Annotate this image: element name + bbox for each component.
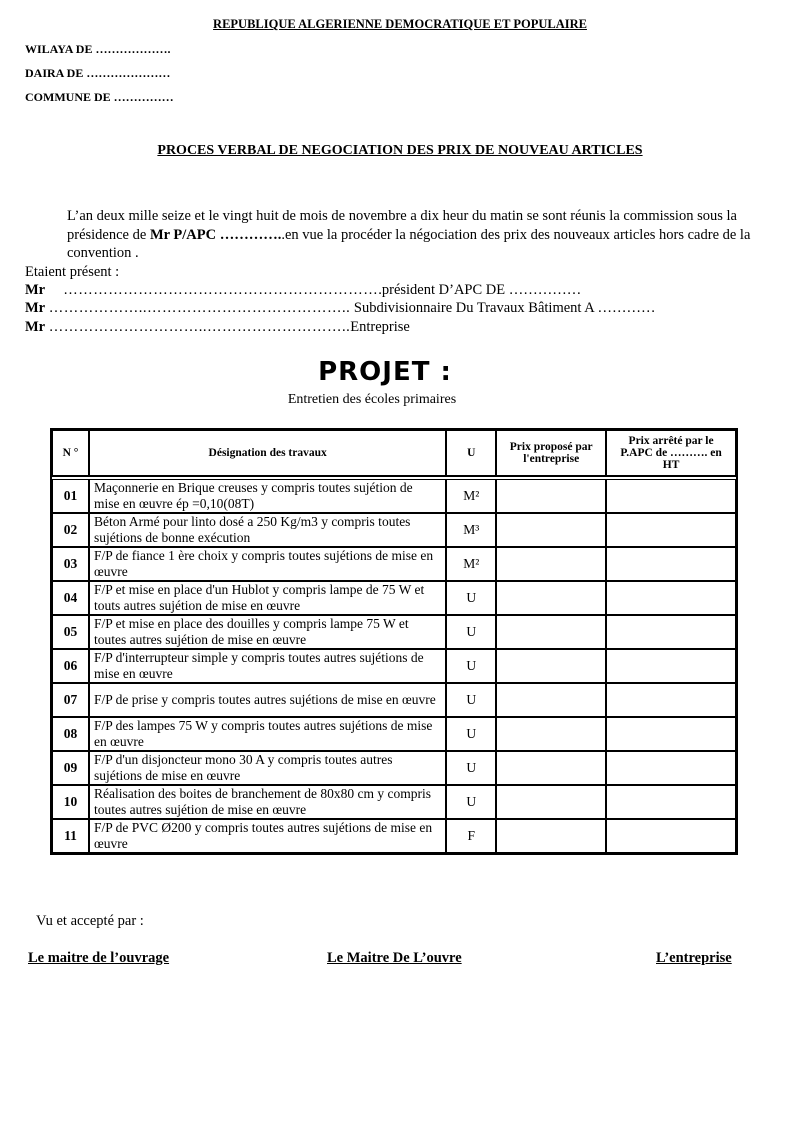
header-prix-propose: Prix proposé par l'entreprise	[496, 430, 606, 476]
header-prix-arrete: Prix arrêté par le P.APC de ………. en HT	[606, 430, 736, 476]
intro-text-part1: L’an deux mille seize et le vingt huit de mois de novembre a dix heur du matin se sont réunis la commission sous la présidence de	[67, 208, 737, 243]
cell-num: 02	[52, 513, 89, 547]
project-subtitle: Entretien des écoles primaires	[287, 392, 457, 407]
table-row	[52, 751, 736, 785]
cell-prix-propose[interactable]	[496, 615, 606, 649]
wilaya-line: WILAYA DE ……………….	[25, 42, 171, 56]
cell-num: 06	[52, 649, 89, 683]
table-row	[52, 547, 736, 581]
cell-designation: Maçonnerie en Brique creuses y compris toutes sujétion de mise en œuvre ép =0,10(08T)	[89, 479, 446, 513]
republic-heading: REPUBLIQUE ALGERIENNE DEMOCRATIQUE ET POPULAIRE	[213, 17, 587, 31]
header-num: N °	[52, 430, 89, 476]
cell-prix-arrete[interactable]	[606, 785, 736, 819]
cell-prix-arrete[interactable]	[606, 615, 736, 649]
header-unit: U	[446, 430, 496, 476]
attendee-dots: ………………………………………………………	[63, 282, 379, 298]
table-row	[52, 513, 736, 547]
cell-prix-propose[interactable]	[496, 513, 606, 547]
attendee-mr: Mr	[25, 282, 46, 298]
table-row	[52, 717, 736, 751]
cell-prix-arrete[interactable]	[606, 547, 736, 581]
cell-num: 03	[52, 547, 89, 581]
table-header-row	[52, 430, 736, 476]
table-row	[52, 479, 736, 513]
commune-line: COMMUNE DE ……………	[25, 90, 174, 104]
project-title: PROJET :	[318, 357, 452, 387]
cell-prix-arrete[interactable]	[606, 649, 736, 683]
cell-num: 09	[52, 751, 89, 785]
cell-prix-arrete[interactable]	[606, 683, 736, 717]
table-row	[52, 785, 736, 819]
cell-unit: U	[446, 683, 496, 717]
cell-designation: F/P de prise y compris toutes autres sujétions de mise en œuvre	[89, 683, 446, 717]
attendee-role: Subdivisionnaire Du Travaux Bâtiment A …………	[350, 300, 656, 316]
cell-unit: M²	[446, 479, 496, 513]
accepted-label: Vu et accepté par :	[36, 913, 144, 929]
present-label: Etaient présent :	[25, 263, 120, 280]
cell-unit: M³	[446, 513, 496, 547]
intro-text-part2: .en vue la procéder la négociation des prix des nouveaux articles hors cadre de la convention .	[67, 226, 751, 261]
cell-prix-propose[interactable]	[496, 547, 606, 581]
cell-unit: M²	[446, 547, 496, 581]
table-row	[52, 683, 736, 717]
header-designation: Désignation des travaux	[89, 430, 446, 476]
cell-prix-arrete[interactable]	[606, 819, 736, 853]
attendee-role: .président D’APC DE ……………	[378, 282, 582, 298]
attendee-mr: Mr	[25, 319, 46, 335]
table-row	[52, 615, 736, 649]
cell-prix-propose[interactable]	[496, 581, 606, 615]
attendee-mr: Mr	[25, 300, 46, 316]
attendee-line	[25, 300, 777, 317]
cell-prix-propose[interactable]	[496, 683, 606, 717]
cell-prix-arrete[interactable]	[606, 717, 736, 751]
cell-num: 10	[52, 785, 89, 819]
attendee-line	[25, 282, 777, 299]
cell-designation: Béton Armé pour linto dosé a 250 Kg/m3 y compris toutes sujétions de bonne exécution	[89, 513, 446, 547]
cell-unit: U	[446, 751, 496, 785]
cell-prix-propose[interactable]	[496, 479, 606, 513]
signature-master: Le Maitre De L’ouvre	[327, 950, 462, 966]
cell-unit: U	[446, 615, 496, 649]
cell-prix-arrete[interactable]	[606, 513, 736, 547]
table-row	[52, 581, 736, 615]
table-row	[52, 649, 736, 683]
cell-designation: F/P des lampes 75 W y compris toutes autres sujétions de mise en œuvre	[89, 717, 446, 751]
cell-prix-arrete[interactable]	[606, 581, 736, 615]
cell-num: 07	[52, 683, 89, 717]
table-row	[52, 819, 736, 853]
cell-prix-propose[interactable]	[496, 649, 606, 683]
cell-designation: F/P d'un disjoncteur mono 30 A y compris toutes autres sujétions de mise en œuvre	[89, 751, 446, 785]
cell-designation: F/P et mise en place des douilles y compris lampe 75 W et toutes autres sujétion de mise en œuvre	[89, 615, 446, 649]
attendee-dots: ………………..…………………………………..	[48, 300, 351, 316]
intro-mr-papc: Mr P/APC ………….	[149, 226, 282, 243]
document-title: PROCES VERBAL DE NEGOCIATION DES PRIX DE NOUVEAU ARTICLES	[157, 143, 643, 158]
cell-unit: U	[446, 649, 496, 683]
signature-owner: Le maitre de l’ouvrage	[28, 950, 170, 966]
cell-designation: F/P et mise en place d'un Hublot y compris lampe de 75 W et touts autres sujétion de mise en œuvre	[89, 581, 446, 615]
cell-designation: F/P de fiance 1 ère choix y compris toutes sujétions de mise en œuvre	[89, 547, 446, 581]
cell-prix-arrete[interactable]	[606, 479, 736, 513]
cell-prix-arrete[interactable]	[606, 751, 736, 785]
cell-designation: F/P de PVC Ø200 y compris toutes autres sujétions de mise en œuvre	[89, 819, 446, 853]
works-table	[50, 428, 738, 855]
cell-unit: U	[446, 785, 496, 819]
attendee-dots: …………………………..………………………..	[48, 319, 351, 335]
cell-prix-propose[interactable]	[496, 819, 606, 853]
cell-designation: F/P d'interrupteur simple y compris toutes autres sujétions de mise en œuvre	[89, 649, 446, 683]
cell-num: 01	[52, 479, 89, 513]
cell-num: 11	[52, 819, 89, 853]
cell-unit: F	[446, 819, 496, 853]
cell-prix-propose[interactable]	[496, 751, 606, 785]
signature-company: L’entreprise	[656, 950, 732, 966]
cell-num: 08	[52, 717, 89, 751]
cell-num: 05	[52, 615, 89, 649]
cell-num: 04	[52, 581, 89, 615]
attendee-role: Entreprise	[350, 319, 410, 335]
cell-designation: Réalisation des boites de branchement de 80x80 cm y compris toutes autres sujétion de mise en œuvre	[89, 785, 446, 819]
cell-unit: U	[446, 717, 496, 751]
attendee-line	[25, 319, 777, 336]
cell-prix-propose[interactable]	[496, 717, 606, 751]
cell-unit: U	[446, 581, 496, 615]
intro-paragraph	[25, 207, 777, 281]
daira-line: DAIRA DE …………………	[25, 66, 171, 80]
cell-prix-propose[interactable]	[496, 785, 606, 819]
